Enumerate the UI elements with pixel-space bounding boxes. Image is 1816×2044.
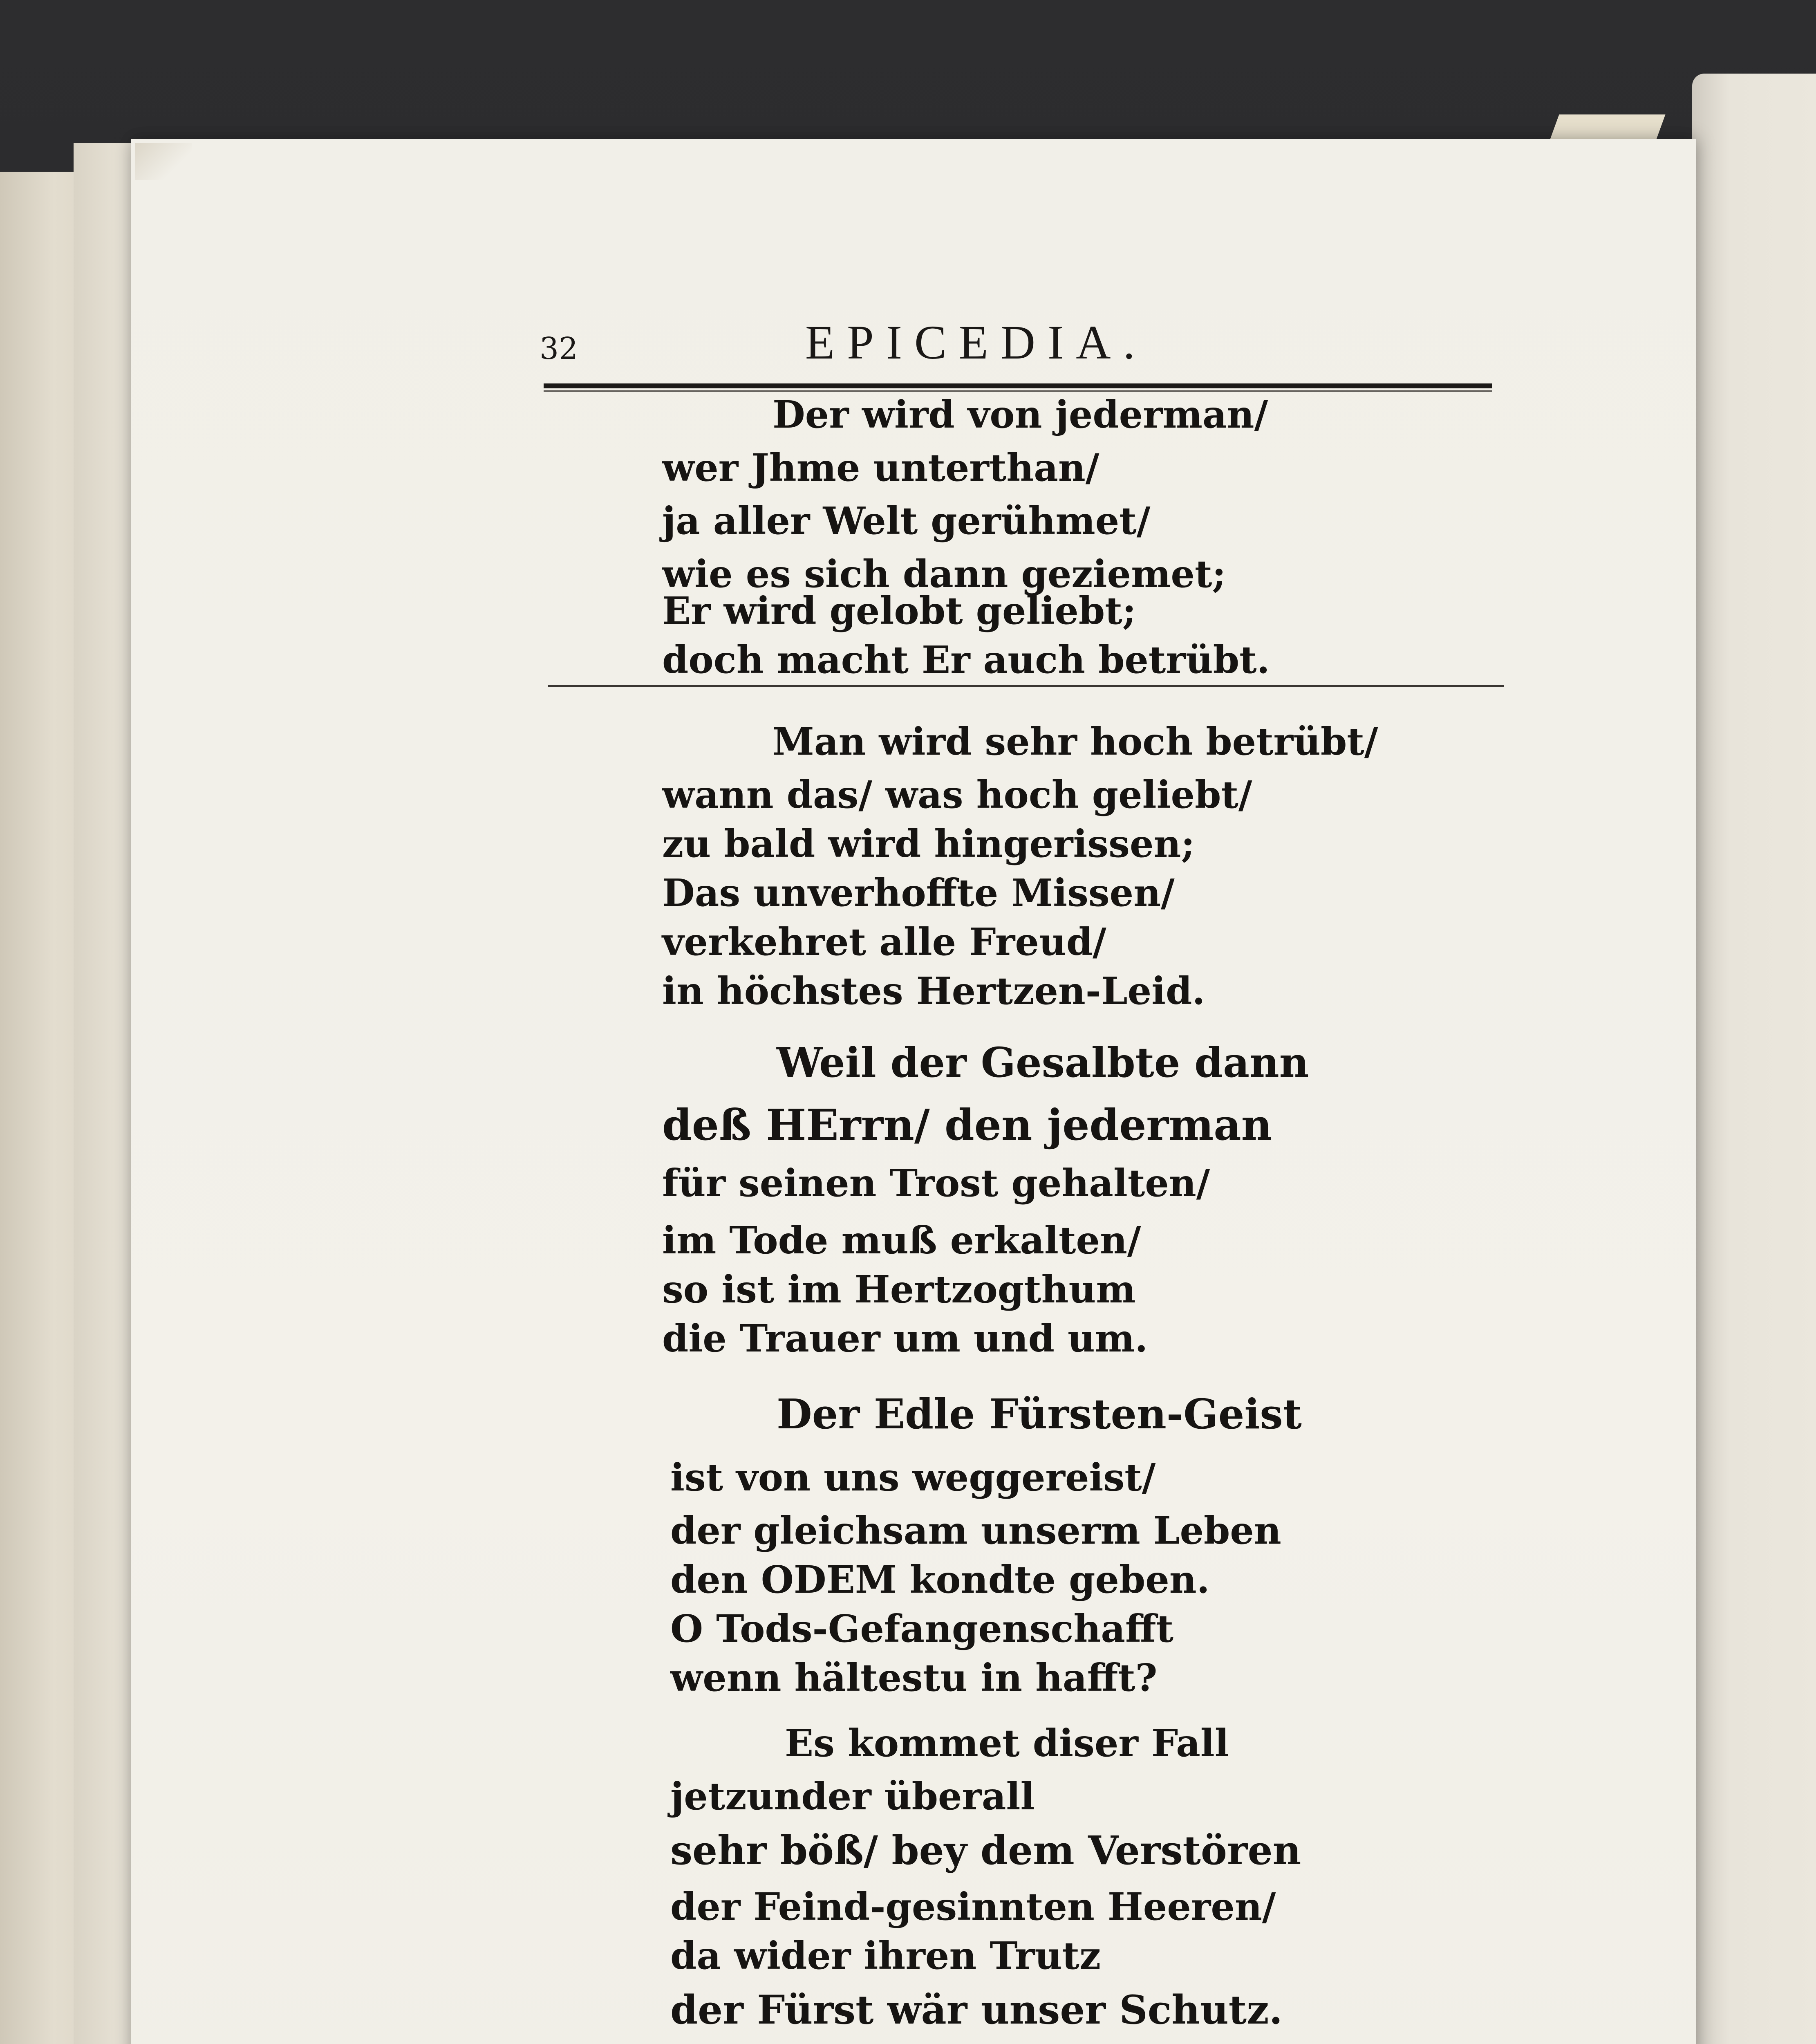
verse-line: wie es sich dann geziemet; (662, 552, 1226, 596)
verse-line: zu bald wird hingerissen; (662, 822, 1195, 866)
stanza-divider (548, 685, 1504, 687)
verse-line: für seinen Trost gehalten/ (662, 1161, 1210, 1205)
verse-line: O Tods-Gefangenschafft (670, 1607, 1173, 1651)
adjacent-right-page (1692, 74, 1816, 2044)
verse-line: in höchstes Hertzen-Leid. (662, 969, 1205, 1013)
verse-line: wenn hältestu in hafft? (670, 1656, 1158, 1700)
verse-line: deß HErrn/ den jederman (662, 1100, 1272, 1150)
page-number: 32 (540, 331, 578, 366)
running-head (540, 315, 1496, 372)
header-rule (544, 383, 1492, 388)
verse-line: wer Jhme unterthan/ (662, 446, 1099, 490)
verse-line: ja aller Welt gerühmet/ (662, 499, 1151, 543)
verse-line: die Trauer um und um. (662, 1316, 1148, 1360)
verse-line: wann das/ was hoch geliebt/ (662, 773, 1252, 817)
verse-line: Der Edle Fürsten-Geist (777, 1390, 1302, 1438)
verse-line: doch macht Er auch betrübt. (662, 638, 1270, 682)
running-title: EPICEDIA. (805, 316, 1148, 369)
verse-line: Der wird von jederman/ (773, 392, 1268, 437)
header-rule-thin (544, 390, 1492, 392)
page-corner (135, 143, 192, 180)
verse-line: Man wird sehr hoch betrübt/ (773, 719, 1378, 764)
verse-line: im Tode muß erkalten/ (662, 1218, 1141, 1262)
verse-line: so ist im Hertzogthum (662, 1267, 1136, 1311)
verse-line: verkehret alle Freud/ (662, 920, 1106, 964)
verse-line: der Feind-gesinnten Heeren/ (670, 1885, 1276, 1929)
verse-line: da wider ihren Trutz (670, 1934, 1101, 1978)
verse-line: den ODEM kondte geben. (670, 1558, 1210, 1602)
verse-line: Er wird gelobt geliebt; (662, 589, 1136, 633)
verse-line: der Fürst wär unser Schutz. (670, 1987, 1283, 2033)
verse-line: jetzunder überall (670, 1774, 1035, 1818)
verse-line: ist von uns weggereist/ (670, 1455, 1156, 1499)
verse-line: Weil der Gesalbte dann (777, 1038, 1309, 1087)
verse-line: der gleichsam unserm Leben (670, 1508, 1281, 1553)
verse-line: Es kommet diser Fall (785, 1721, 1229, 1765)
verse-line: sehr böß/ bey dem Verstören (670, 1827, 1301, 1874)
verse-line: Das unverhoffte Missen/ (662, 871, 1175, 915)
